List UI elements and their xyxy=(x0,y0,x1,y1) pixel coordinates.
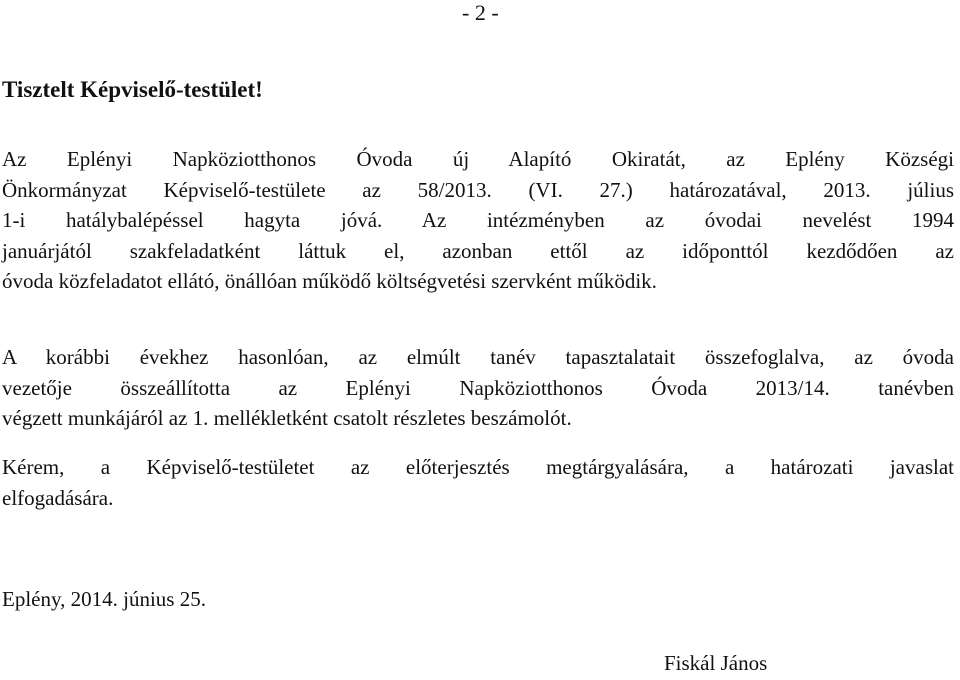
paragraph-line: Kérem, a Képviselő-testületet az előterjesztés megtárgyalására, a határozati javaslat xyxy=(2,455,954,479)
paragraph-line: 1-i hatálybalépéssel hagyta jóvá. Az intézményben az óvodai nevelést 1994 xyxy=(2,208,954,232)
paragraph-line: óvoda közfeladatot ellátó, önállóan működő költségvetési szervként működik. xyxy=(2,269,657,293)
paragraph-line: Önkormányzat Képviselő-testülete az 58/2013. (VI. 27.) határozatával, 2013. július xyxy=(2,177,954,202)
paragraph-line: A korábbi évekhez hasonlóan, az elmúlt tanév tapasztalatait összefoglalva, az óvoda xyxy=(2,345,954,369)
paragraph-line: vezetője összeállította az Eplényi Napköziotthonos Óvoda 2013/14. tanévben xyxy=(2,375,954,400)
paragraph-line: Az Eplényi Napköziotthonos Óvoda új Alapító Okiratát, az Eplény Községi xyxy=(2,147,954,171)
paragraph-line: elfogadására. xyxy=(2,485,114,510)
place-and-date: Eplény, 2014. június 25. xyxy=(2,587,206,611)
paragraph-1 xyxy=(2,144,954,297)
paragraph-3 xyxy=(2,452,954,513)
paragraph-line: januárjától szakfeladatként láttuk el, azonban ettől az időponttól kezdődően az xyxy=(2,238,954,263)
salutation-heading: Tisztelt Képviselő-testület! xyxy=(2,77,263,102)
paragraph-2 xyxy=(2,342,954,434)
paragraph-line: végzett munkájáról az 1. mellékletként csatolt részletes beszámolót. xyxy=(2,406,572,430)
page-number: - 2 - xyxy=(462,0,499,25)
signature-name: Fiskál János xyxy=(664,651,768,675)
